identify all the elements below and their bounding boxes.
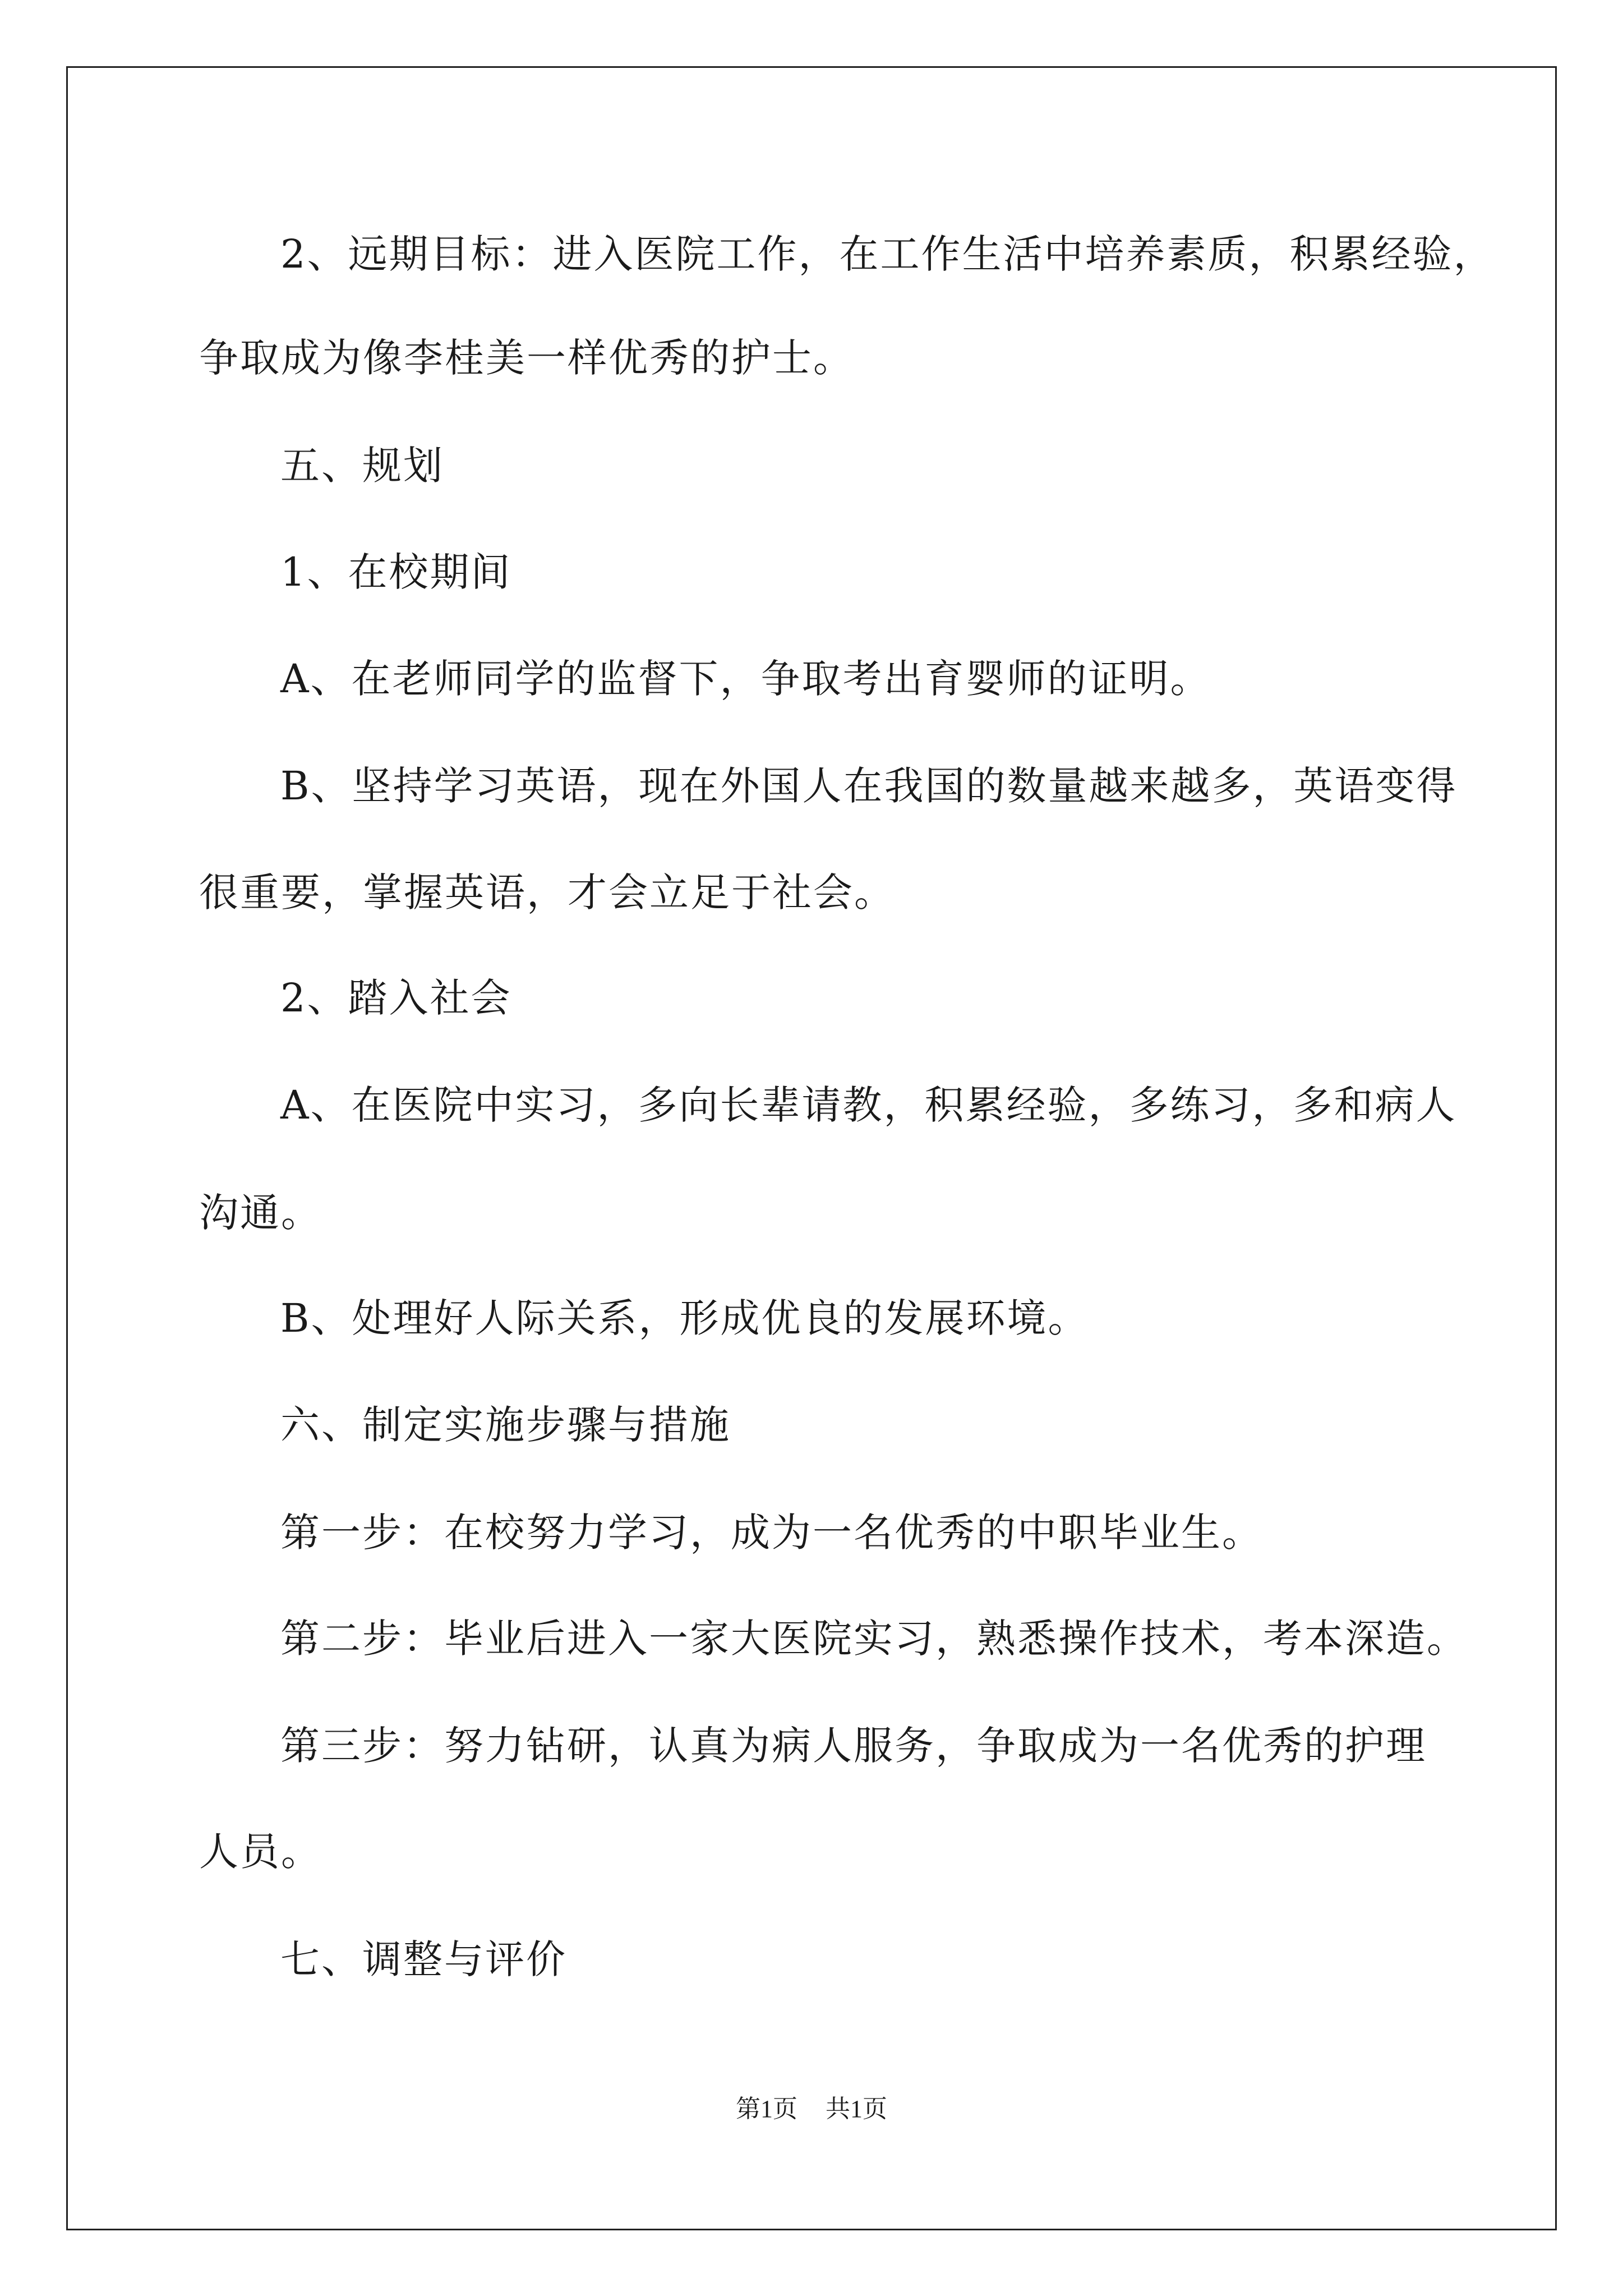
page-border — [66, 66, 1557, 2230]
paragraph-line: 第二步：毕业后进入一家大医院实习，熟悉操作技术，考本深造。 — [280, 1616, 1468, 1662]
paragraph-line: 争取成为像李桂美一样优秀的护士。 — [199, 335, 854, 381]
page-number: 第1页 — [736, 2095, 797, 2123]
paragraph-line: B、处理好人际关系，形成优良的发展环境。 — [280, 1295, 1089, 1341]
paragraph-line: 第一步：在校努力学习，成为一名优秀的中职毕业生。 — [280, 1510, 1263, 1556]
paragraph-line: A、在老师同学的监督下，争取考出育婴师的证明。 — [280, 656, 1211, 702]
paragraph-line: A、在医院中实习，多向长辈请教，积累经验，多练习，多和病人 — [280, 1082, 1457, 1128]
section-heading: 六、制定实施步骤与措施 — [280, 1402, 731, 1448]
page-footer — [0, 2097, 1623, 2122]
paragraph-line: 沟通。 — [199, 1190, 322, 1236]
subsection-heading: 1、在校期间 — [280, 549, 512, 595]
paragraph-line: 2、远期目标：进入医院工作，在工作生活中培养素质，积累经验， — [280, 231, 1495, 277]
paragraph-line: 第三步：努力钻研，认真为病人服务，争取成为一名优秀的护理 — [280, 1723, 1427, 1769]
paragraph-line: 很重要，掌握英语，才会立足于社会。 — [199, 869, 895, 915]
section-heading: 七、调整与评价 — [280, 1936, 567, 1982]
paragraph-line: 人员。 — [199, 1829, 322, 1875]
section-heading: 五、规划 — [280, 443, 444, 489]
page-total: 共1页 — [826, 2095, 887, 2123]
paragraph-line: B、坚持学习英语，现在外国人在我国的数量越来越多，英语变得 — [280, 763, 1458, 809]
subsection-heading: 2、踏入社会 — [280, 975, 512, 1021]
